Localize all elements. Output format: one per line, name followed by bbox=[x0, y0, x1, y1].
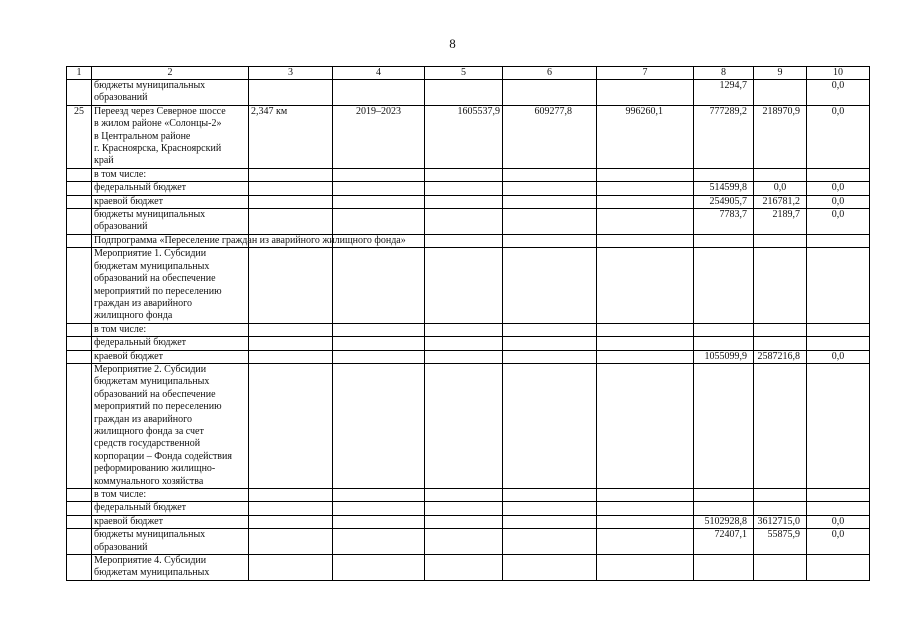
column-header: 8 bbox=[694, 67, 754, 80]
col9-value: 55875,9 bbox=[754, 529, 807, 555]
col9-value: 216781,2 bbox=[754, 195, 807, 208]
row-name: краевой бюджет bbox=[92, 195, 249, 208]
col3-value: 2,347 км bbox=[249, 105, 333, 168]
table-row bbox=[67, 502, 870, 515]
row-name: в том числе: bbox=[92, 323, 249, 336]
table-row bbox=[67, 248, 870, 323]
table-row bbox=[67, 195, 870, 208]
row-number: 25 bbox=[67, 105, 92, 168]
table-row bbox=[67, 209, 870, 235]
row-name: федеральный бюджет bbox=[92, 337, 249, 350]
table-row bbox=[67, 168, 870, 181]
col10-value: 0,0 bbox=[807, 105, 870, 168]
row-name: бюджеты муниципальных образований bbox=[92, 209, 249, 235]
col5-value: 1605537,9 bbox=[425, 105, 503, 168]
table-row bbox=[67, 489, 870, 502]
col8-value: 7783,7 bbox=[694, 209, 754, 235]
table-row bbox=[67, 363, 870, 488]
col8-value: 1055099,9 bbox=[694, 350, 754, 363]
col8-value: 1294,7 bbox=[694, 80, 754, 106]
table-header-row bbox=[67, 67, 870, 80]
column-header: 1 bbox=[67, 67, 92, 80]
column-header: 6 bbox=[503, 67, 597, 80]
row-name: Мероприятие 2. Субсидии бюджетам муниципальных образований на обеспечение мероприятий по переселению граждан из аварийного жилищного фонда за счет средств государственной корпорации – Фонда содействия реформированию жилищно- коммунального хозяйства bbox=[92, 363, 249, 488]
column-header: 7 bbox=[597, 67, 694, 80]
col9-value: 0,0 bbox=[754, 182, 807, 195]
column-header: 9 bbox=[754, 67, 807, 80]
table-row bbox=[67, 350, 870, 363]
row-name: федеральный бюджет bbox=[92, 182, 249, 195]
row-name: в том числе: bbox=[92, 168, 249, 181]
table-row bbox=[67, 555, 870, 581]
col9-value: 2189,7 bbox=[754, 209, 807, 235]
row-name: краевой бюджет bbox=[92, 350, 249, 363]
table-row bbox=[67, 515, 870, 528]
col9-value bbox=[754, 80, 807, 106]
page-number: 8 bbox=[449, 36, 456, 51]
row-name: краевой бюджет bbox=[92, 515, 249, 528]
subprogram-row bbox=[67, 234, 870, 247]
col10-value: 0,0 bbox=[807, 515, 870, 528]
table-row bbox=[67, 105, 870, 168]
col7-value: 996260,1 bbox=[597, 105, 694, 168]
table-row bbox=[67, 337, 870, 350]
col10-value: 0,0 bbox=[807, 195, 870, 208]
col9-value: 218970,9 bbox=[754, 105, 807, 168]
column-header: 2 bbox=[92, 67, 249, 80]
row-name: федеральный бюджет bbox=[92, 502, 249, 515]
col8-value: 5102928,8 bbox=[694, 515, 754, 528]
col9-value: 3612715,0 bbox=[754, 515, 807, 528]
row-name: бюджеты муниципальных образований bbox=[92, 529, 249, 555]
col8-value: 254905,7 bbox=[694, 195, 754, 208]
col9-value: 2587216,8 bbox=[754, 350, 807, 363]
col10-value: 0,0 bbox=[807, 529, 870, 555]
table-row bbox=[67, 529, 870, 555]
col8-value: 514599,8 bbox=[694, 182, 754, 195]
column-header: 10 bbox=[807, 67, 870, 80]
col8-value: 777289,2 bbox=[694, 105, 754, 168]
col10-value: 0,0 bbox=[807, 350, 870, 363]
col10-value: 0,0 bbox=[807, 182, 870, 195]
subprogram-title: Подпрограмма «Переселение граждан из аварийного жилищного фонда» bbox=[92, 234, 249, 247]
table-row bbox=[67, 80, 870, 106]
row-name: бюджеты муниципальных образований bbox=[92, 80, 249, 106]
row-name: Переезд через Северное шоссе в жилом районе «Солонцы-2» в Центральном районе г. Красноярска, Красноярский край bbox=[92, 105, 249, 168]
col4-value: 2019–2023 bbox=[333, 105, 425, 168]
col10-value: 0,0 bbox=[807, 80, 870, 106]
column-header: 3 bbox=[249, 67, 333, 80]
row-name: Мероприятие 4. Субсидии бюджетам муниципальных bbox=[92, 555, 249, 581]
col8-value: 72407,1 bbox=[694, 529, 754, 555]
table-row bbox=[67, 182, 870, 195]
col6-value: 609277,8 bbox=[503, 105, 597, 168]
col10-value: 0,0 bbox=[807, 209, 870, 235]
row-name: в том числе: bbox=[92, 489, 249, 502]
column-header: 4 bbox=[333, 67, 425, 80]
table-row bbox=[67, 323, 870, 336]
budget-table bbox=[66, 66, 870, 581]
row-name: Мероприятие 1. Субсидии бюджетам муниципальных образований на обеспечение мероприятий по переселению граждан из аварийного жилищного фонда bbox=[92, 248, 249, 323]
column-header: 5 bbox=[425, 67, 503, 80]
